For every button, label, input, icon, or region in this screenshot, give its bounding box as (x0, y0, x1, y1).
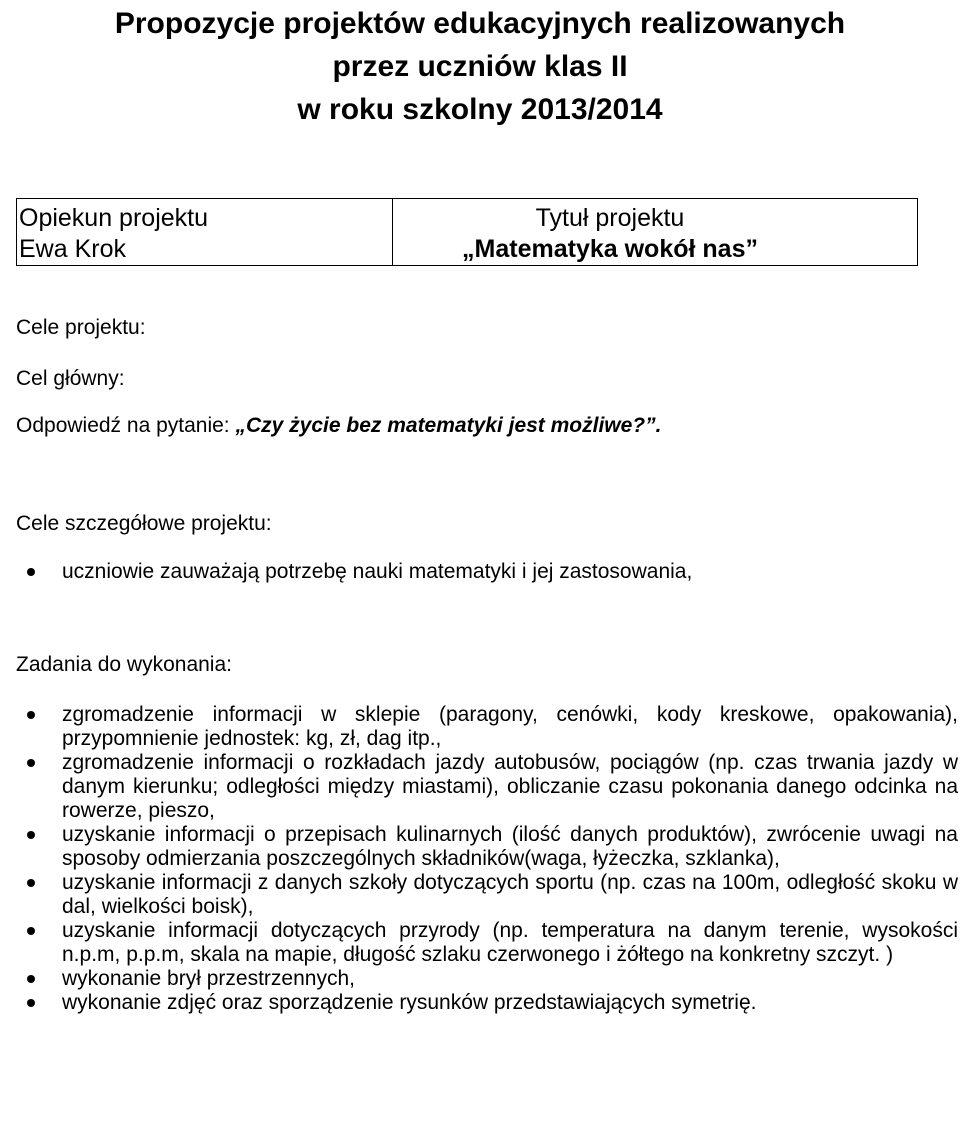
supervisor-name: Ewa Krok (19, 235, 126, 263)
main-goal-answer (16, 413, 661, 439)
bullet-icon (27, 975, 35, 983)
bullet-icon (27, 831, 35, 839)
list-item: uczniowie zauważają potrzebę nauki matematyki i jej zastosowania, (0, 560, 958, 584)
specific-goals-heading: Cele szczegółowe projektu: (16, 512, 272, 535)
title-line-1: Propozycje projektów edukacyjnych realizowanych (114, 7, 846, 40)
title-line-2: przez uczniów klas II (332, 50, 628, 83)
project-title-value: „Matematyka wokół nas” (462, 235, 758, 263)
tasks-heading: Zadania do wykonania: (16, 653, 232, 676)
bullet-icon (27, 879, 35, 887)
document-title (0, 0, 960, 131)
supervisor-label: Opiekun projektu (19, 204, 209, 232)
main-question: „Czy życie bez matematyki jest możliwe?”. (235, 414, 662, 437)
project-title-label: Tytuł projektu (535, 204, 685, 232)
bullet-icon (27, 759, 35, 767)
specific-goals-list (0, 560, 958, 584)
list-item: zgromadzenie informacji w sklepie (paragony, cenówki, kody kreskowe, opakowania), przypomnienie jednostek: kg, zł, dag itp., (0, 703, 958, 751)
list-item: uzyskanie informacji dotyczących przyrody (np. temperatura na danym terenie, wysokości n.p.m, p.p.m, skala na mapie, długość szlaku czerwonego i żółtego na konkretny szczyt. ) (0, 919, 958, 967)
list-item: uzyskanie informacji o przepisach kulinarnych (ilość danych produktów), zwrócenie uwagi na sposoby odmierzania poszczególnych składników(waga, łyżeczka, szklanka), (0, 823, 958, 871)
list-item: wykonanie brył przestrzennych, (0, 967, 958, 991)
project-header-table (16, 198, 918, 266)
goals-heading: Cele projektu: (16, 316, 146, 339)
title-line-3: w roku szkolny 2013/2014 (297, 93, 663, 126)
bullet-icon (27, 999, 35, 1007)
bullet-icon (27, 568, 35, 576)
list-item: zgromadzenie informacji o rozkładach jazdy autobusów, pociągów (np. czas trwania jazdy w danym kierunku; odległości między miastami), obliczanie czasu pokonania danego odcinka na rowerze, pieszo, (0, 751, 958, 823)
bullet-icon (27, 711, 35, 719)
list-item: wykonanie zdjęć oraz sporządzenie rysunków przedstawiających symetrię. (0, 991, 958, 1015)
answer-prefix: Odpowiedź na pytanie: (16, 414, 236, 437)
tasks-list (0, 703, 958, 1015)
list-item: uzyskanie informacji z danych szkoły dotyczących sportu (np. czas na 100m, odległość skoku w dal, wielkości boisk), (0, 871, 958, 919)
main-goal-label: Cel główny: (16, 367, 125, 390)
supervisor-cell (17, 199, 393, 265)
project-title-cell (393, 199, 917, 265)
bullet-icon (27, 927, 35, 935)
